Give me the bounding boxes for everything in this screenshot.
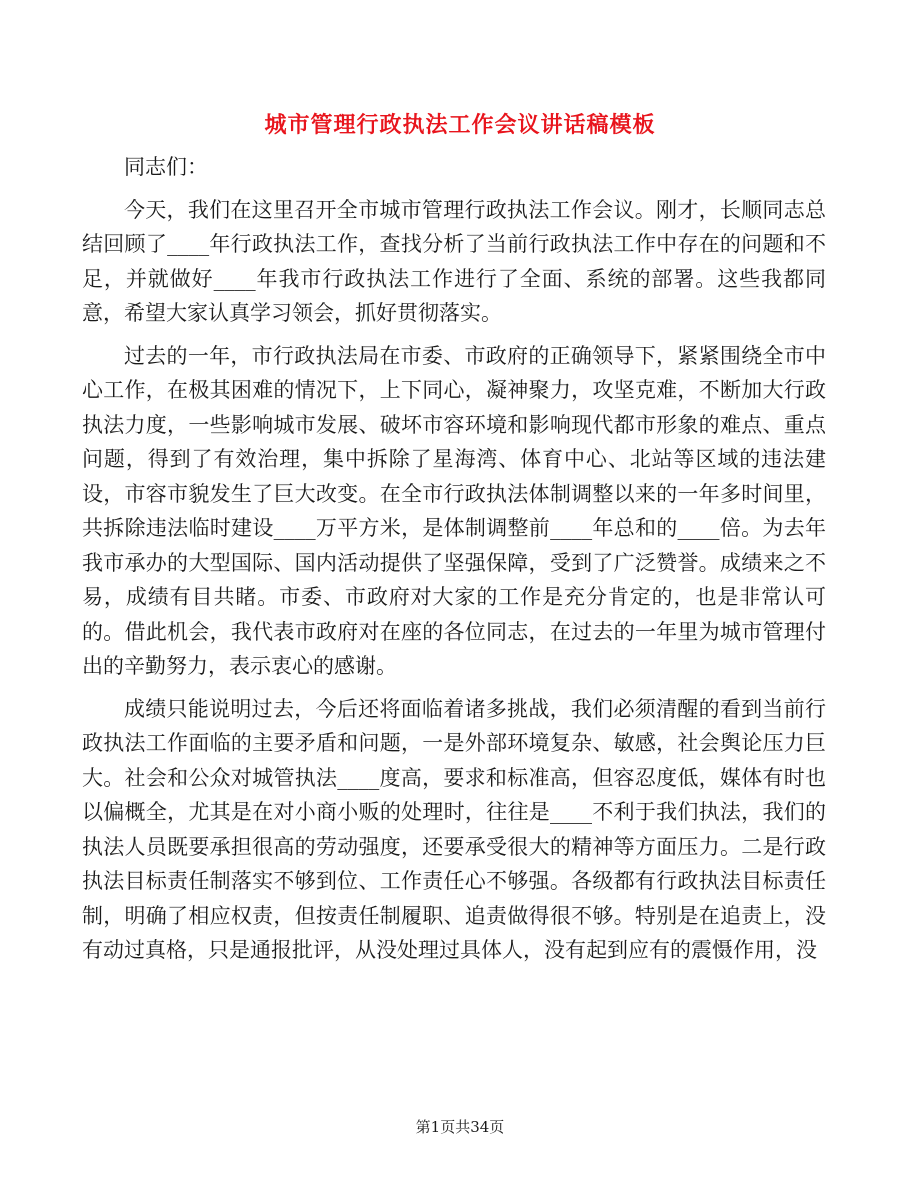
greeting: 同志们： xyxy=(124,155,208,179)
paragraph-1: 今天，我们在这里召开全市城市管理行政执法工作会议。刚才，长顺同志总结回顾了____年行政执法工作，查找分析了当前行政执法工作中存在的问题和不足，并就做好____年我市行政执法工作进行了全面、系统的部署。这些我都同意，希望大家认真学习领会，抓好贯彻落实。 xyxy=(82,197,826,325)
document-body xyxy=(82,150,826,968)
document-title: 城市管理行政执法工作会议讲话稿模板 xyxy=(264,112,656,138)
paragraph-2: 过去的一年，市行政执法局在市委、市政府的正确领导下，紧紧围绕全市中心工作，在极其困难的情况下，上下同心，凝神聚力，攻坚克难，不断加大行政执法力度，一些影响城市发展、破坏市容环境和影响现代都市形象的难点、重点问题，得到了有效治理，集中拆除了星海湾、体育中心、北站等区域的违法建设，市容市貌发生了巨大改变。在全市行政执法体制调整以来的一年多时间里，共拆除违法临时建设____万平方米，是体制调整前____年总和的____倍。为去年我市承办的大型国际、国内活动提供了坚强保障，受到了广泛赞誉。成绩来之不易，成绩有目共睹。市委、市政府对大家的工作是充分肯定的，也是非常认可的。借此机会，我代表市政府对在座的各位同志，在过去的一年里为城市管理付出的辛勤努力，表示衷心的感谢。 xyxy=(82,343,826,678)
page-number: 第1页共34页 xyxy=(415,1118,505,1136)
paragraph-3: 成绩只能说明过去，今后还将面临着诸多挑战，我们必须清醒的看到当前行政执法工作面临的主要矛盾和问题，一是外部环境复杂、敏感，社会舆论压力巨大。社会和公众对城管执法____度高，要求和标准高，但容忍度低，媒体有时也以偏概全，尤其是在对小商小贩的处理时，往往是____不利于我们执法，我们的执法人员既要承担很高的劳动强度，还要承受很大的精神等方面压力。二是行政执法目标责任制落实不够到位、工作责任心不够强。各级都有行政执法目标责任制，明确了相应权责，但按责任制履职、追责做得很不够。特别是在追责上，没有动过真格，只是通报批评，从没处理过具体人，没有起到应有的震慑作用，没 xyxy=(82,696,826,962)
